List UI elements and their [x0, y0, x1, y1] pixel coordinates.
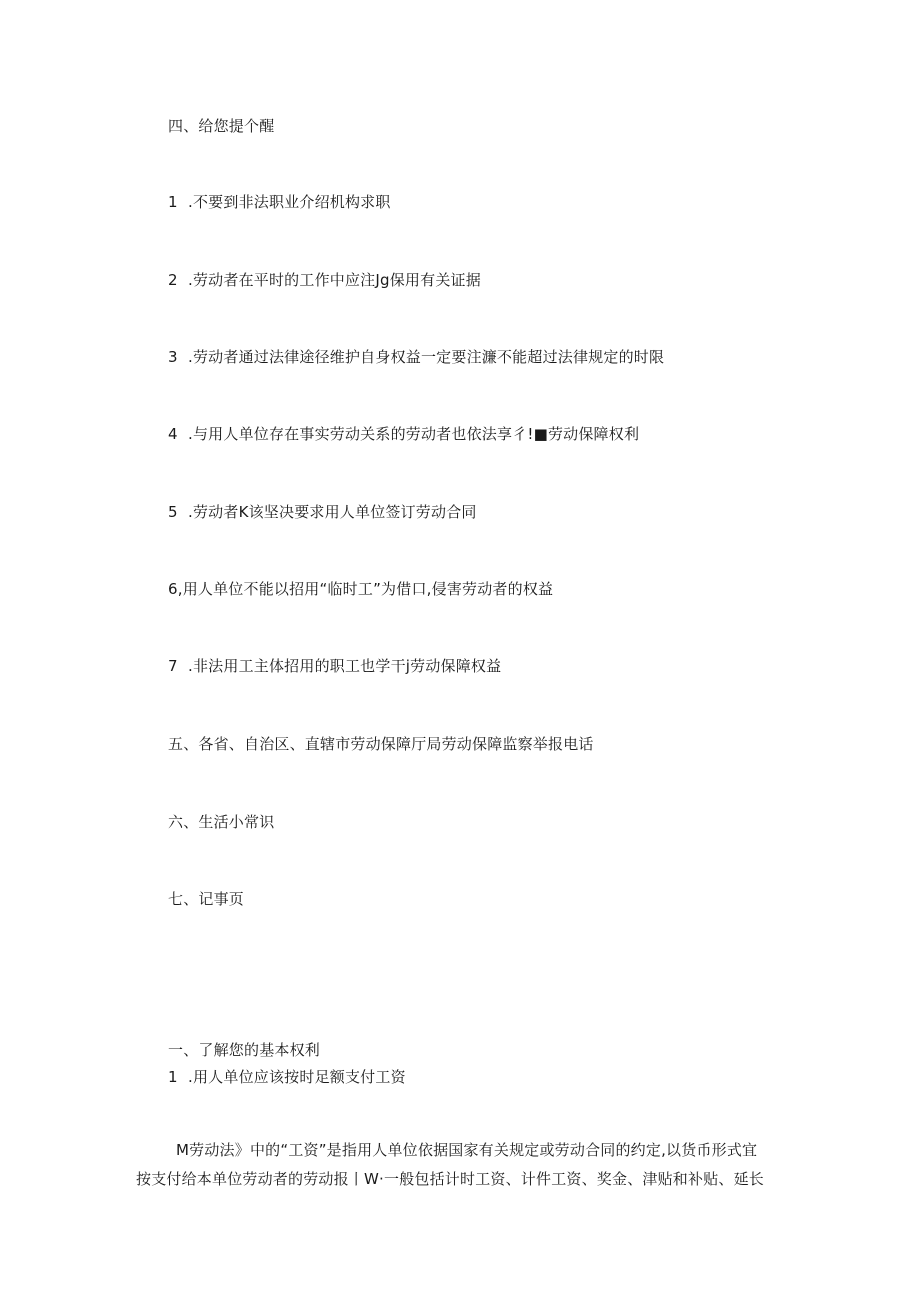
paragraph-line: 按支付给本单位劳动者的劳动报丨W·一般包括计时工资、计件工资、奖金、津贴和补贴、延长 [136, 1170, 765, 1188]
item-number: 3 [168, 348, 178, 366]
item-text: .非法用工主体招用的职工也学干j劳动保障权益 [188, 657, 502, 675]
section-6-heading: 六、生活小常识 [168, 813, 275, 831]
list-item [168, 656, 501, 676]
list-item [168, 192, 391, 212]
item-text: .劳动者通过法律途径维护自身权益一定要注濂不能超过法律规定的时限 [188, 348, 665, 366]
item-number: 5 [168, 503, 178, 521]
item-text: .不要到非法职业介绍机构求职 [188, 193, 391, 211]
item-text: .劳动者K该坚决要求用人单位签订劳动合同 [188, 503, 477, 521]
paragraph-line [136, 1136, 796, 1165]
section-1-heading: 一、了解您的基本权利 [168, 1041, 321, 1059]
item-number: 4 [168, 425, 178, 443]
item-number: 1 [168, 193, 178, 211]
list-item [168, 270, 481, 290]
item-number: 7 [168, 657, 178, 675]
list-item [168, 502, 477, 522]
item-text: .劳动者在平时的工作中应注Jg保用有关证据 [188, 271, 481, 289]
item-text: .用人单位应该按时足额支付工资 [188, 1068, 406, 1086]
item-number: 2 [168, 271, 178, 289]
list-item [168, 424, 639, 444]
item-number: 1 [168, 1068, 178, 1086]
list-item [168, 347, 664, 367]
section-4-heading: 四、给您提个醒 [168, 117, 275, 135]
item-text: 6,用人单位不能以招用“临时工”为借口,侵害劳动者的权益 [168, 580, 554, 598]
section-5-heading: 五、各省、自治区、直辖市劳动保障厅局劳动保障监察举报电话 [168, 735, 594, 753]
item-text: .与用人单位存在事实劳动关系的劳动者也依法享彳!■劳动保障权利 [188, 425, 640, 443]
section-7-heading: 七、记事页 [168, 890, 245, 908]
paragraph-line-1-text: M劳动法》中的“工资”是指用人单位依据国家有关规定或劳动合同的约定,以货币形式宜 [176, 1141, 758, 1159]
list-item [168, 1067, 406, 1087]
list-item [168, 579, 553, 599]
body-paragraph [136, 1136, 796, 1194]
